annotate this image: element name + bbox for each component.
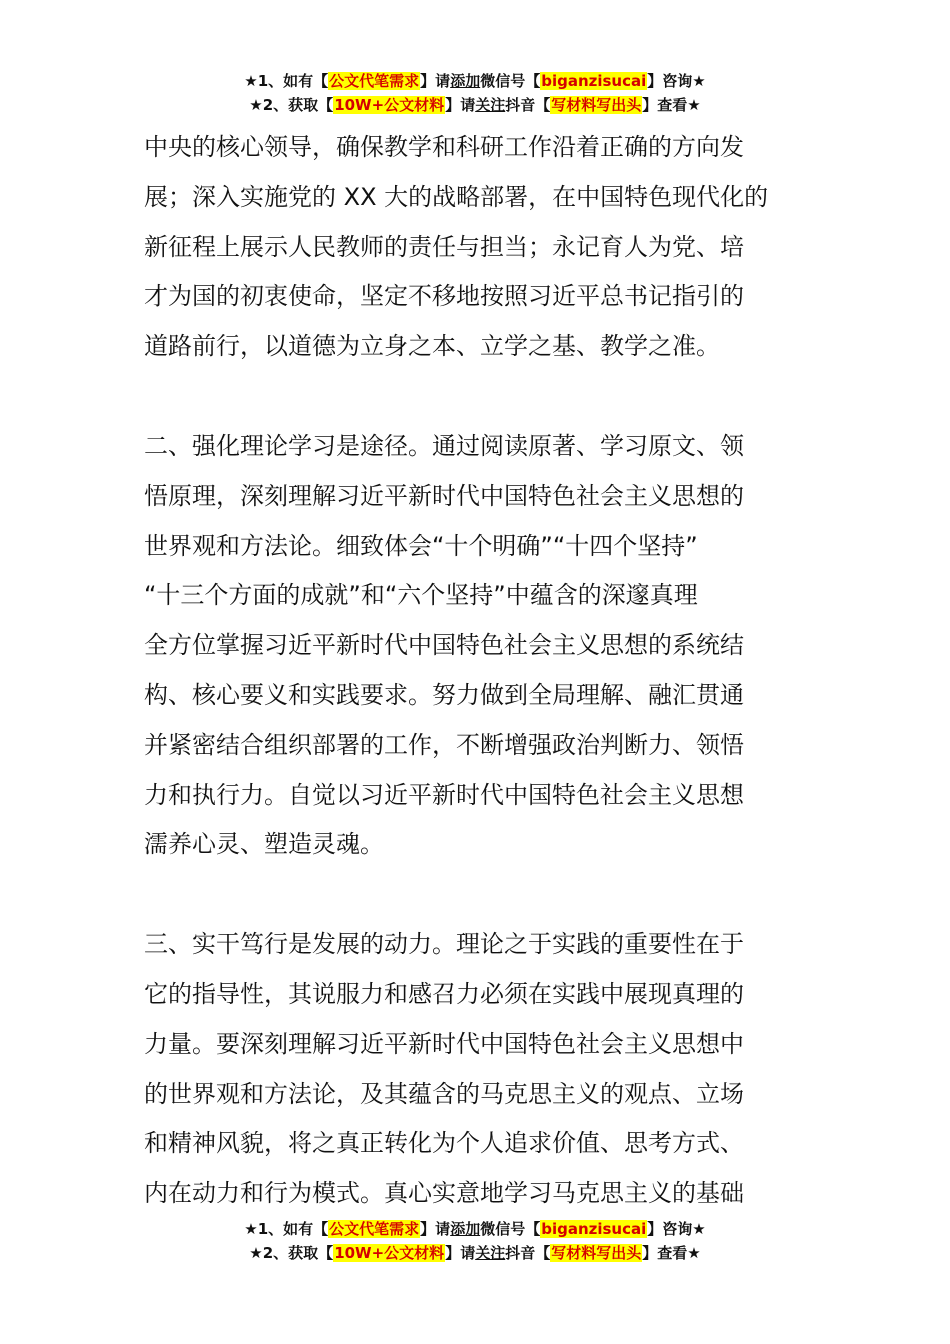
banner-highlight: biganzisucai <box>541 72 647 90</box>
text-line: 悟原理，深刻理解习近平新时代中国特色社会主义思想的 <box>144 481 744 510</box>
text-line: 力量。要深刻理解习近平新时代中国特色社会主义思想中 <box>144 1029 744 1058</box>
banner-text: ★1、如有【 <box>244 1220 329 1238</box>
text-line: 展；深入实施党的 XX 大的战略部署，在中国特色现代化的 <box>144 182 769 211</box>
banner-line-2 <box>0 94 950 118</box>
banner-text: ★2、获取【 <box>249 1244 334 1262</box>
footer-banner <box>0 1218 950 1266</box>
banner-text: 抖音【 <box>505 1244 551 1262</box>
banner-text: 微信号【 <box>480 72 541 90</box>
document-body <box>144 123 808 1219</box>
banner-highlight: 10W+公文材料 <box>334 1244 445 1262</box>
banner-line-2 <box>0 1242 950 1266</box>
banner-text: 抖音【 <box>505 96 551 114</box>
banner-underlined-text: 关注 <box>475 96 506 114</box>
text-line: 构、核心要义和实践要求。努力做到全局理解、融汇贯通 <box>144 680 744 709</box>
banner-highlight: 公文代笔需求 <box>329 1220 420 1238</box>
text-line: 和精神风貌，将之真正转化为个人追求价值、思考方式、 <box>144 1129 744 1158</box>
text-line: 中央的核心领导，确保教学和科研工作沿着正确的方向发 <box>144 133 744 161</box>
text-line: 内在动力和行为模式。真心实意地学习马克思主义的基础 <box>144 1179 744 1208</box>
banner-text: 】请 <box>420 72 451 90</box>
text-line: 道路前行，以道德为立身之本、立学之基、教学之准。 <box>144 332 720 361</box>
paragraph-spacer <box>144 372 808 422</box>
text-line: 力和执行力。自觉以习近平新时代中国特色社会主义思想 <box>144 780 744 809</box>
banner-highlight: biganzisucai <box>541 1220 647 1238</box>
banner-highlight: 10W+公文材料 <box>334 96 445 114</box>
text-line: 它的指导性，其说服力和感召力必须在实践中展现真理的 <box>144 979 744 1008</box>
banner-text: 】请 <box>445 96 476 114</box>
text-line: 新征程上展示人民教师的责任与担当；永记育人为党、培 <box>144 232 744 261</box>
banner-text: 】请 <box>445 1244 476 1262</box>
header-banner <box>0 70 950 118</box>
banner-text: 】咨询★ <box>647 1220 706 1238</box>
text-line: 并紧密结合组织部署的工作，不断增强政治判断力、领悟 <box>144 730 744 759</box>
paragraph-3 <box>144 920 808 1219</box>
text-line: 濡养心灵、塑造灵魂。 <box>144 830 384 859</box>
banner-text: 】查看★ <box>642 1244 701 1262</box>
banner-underlined-text: 关注 <box>475 1244 506 1262</box>
banner-text: ★2、获取【 <box>249 96 334 114</box>
banner-highlight: 公文代笔需求 <box>329 72 420 90</box>
banner-highlight: 写材料写出头 <box>551 1244 642 1262</box>
paragraph-spacer <box>144 870 808 920</box>
banner-text: ★1、如有【 <box>244 72 329 90</box>
banner-text: 微信号【 <box>480 1220 541 1238</box>
banner-line-1 <box>0 70 950 94</box>
banner-underlined-text: 添加 <box>450 72 481 90</box>
paragraph-2 <box>144 422 808 870</box>
banner-underlined-text: 添加 <box>450 1220 481 1238</box>
text-line: 全方位掌握习近平新时代中国特色社会主义思想的系统结 <box>144 631 744 660</box>
text-line: 三、实干笃行是发展的动力。理论之于实践的重要性在于 <box>144 930 744 959</box>
paragraph-1 <box>144 123 808 372</box>
banner-line-1 <box>0 1218 950 1242</box>
text-line: 才为国的初衷使命，坚定不移地按照习近平总书记指引的 <box>144 282 744 311</box>
banner-text: 】请 <box>420 1220 451 1238</box>
text-line: 世界观和方法论。细致体会“十个明确”“十四个坚持” <box>144 531 698 560</box>
banner-text: 】咨询★ <box>647 72 706 90</box>
banner-highlight: 写材料写出头 <box>551 96 642 114</box>
text-line: 的世界观和方法论，及其蕴含的马克思主义的观点、立场 <box>144 1079 744 1108</box>
text-line: “十三个方面的成就”和“六个坚持”中蕴含的深邃真理 <box>144 581 698 610</box>
text-line: 二、强化理论学习是途径。通过阅读原著、学习原文、领 <box>144 431 744 460</box>
banner-text: 】查看★ <box>642 96 701 114</box>
